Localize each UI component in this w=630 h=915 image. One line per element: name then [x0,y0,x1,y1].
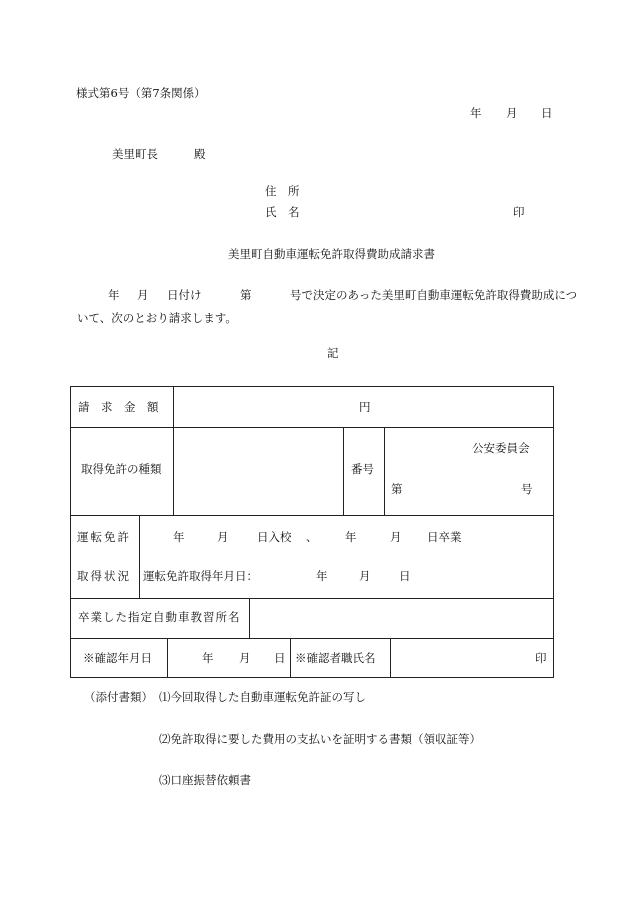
confirmer-seal: 印 [535,651,547,665]
commission-label: 公安委員会 [472,441,530,455]
enroll-day: 日入校 [257,530,292,544]
body-month: 月 [137,288,149,302]
enroll-month: 月 [217,530,229,544]
amount-label: 請 求 金 額 [78,400,159,414]
acquired-date-label: 運転免許取得年月日： [143,569,258,583]
document-title: 美里町自動車運転免許取得費助成請求書 [228,247,435,261]
graduate-year: 年 [345,530,357,544]
attachment-item-2: ⑵免許取得に要した費用の支払いを証明する書類（領収証等） [159,732,481,746]
attachment-item-3: ⑶口座振替依頼書 [159,773,251,787]
body-line1: 号で決定のあった美里町自動車運転免許取得費助成につ [290,288,578,302]
acquired-year: 年 [316,569,328,583]
confirm-date-label: ※確認年月日 [83,651,152,665]
ki-marker: 記 [327,346,339,360]
address-label: 住 所 [265,184,300,198]
date-day: 日 [541,106,553,120]
enroll-year: 年 [173,530,185,544]
form-number: 様式第6号（第7条関係） [76,86,206,100]
name-label: 氏 名 [265,205,300,219]
confirm-day: 日 [274,651,286,665]
body-line2: いて、次のとおり請求します。 [77,311,237,325]
confirm-year: 年 [202,651,214,665]
acquired-month: 月 [359,569,371,583]
date-year: 年 [470,106,482,120]
status-label-1: 運転免許 [77,530,131,544]
attachment-item-1: ⑴今回取得した自動車運転免許証の写し [159,690,366,704]
request-table [70,386,554,678]
license-number-prefix: 第 [391,482,403,496]
school-label: 卒業した指定自動車教習所名 [78,610,241,624]
acquired-day: 日 [399,569,411,583]
enroll-separator: 、 [306,530,318,544]
graduate-day: 日卒業 [427,530,462,544]
date-month: 月 [506,106,518,120]
amount-unit: 円 [359,400,371,414]
status-label-2: 取得状況 [77,569,131,583]
license-number-suffix: 号 [521,482,533,496]
addressee-title: 美里町長 [112,147,158,161]
number-label: 番号 [351,462,374,476]
license-type-label: 取得免許の種類 [81,462,162,476]
body-year: 年 [108,288,120,302]
confirm-month: 月 [239,651,251,665]
graduate-month: 月 [390,530,402,544]
attachments-label: （添付書類） [84,690,153,704]
applicant-seal: 印 [513,205,525,219]
confirmer-label: ※確認者職氏名 [295,651,376,665]
body-number-prefix: 第 [240,288,252,302]
body-day-dated: 日付け [167,288,202,302]
addressee-honorific: 殿 [194,147,206,161]
